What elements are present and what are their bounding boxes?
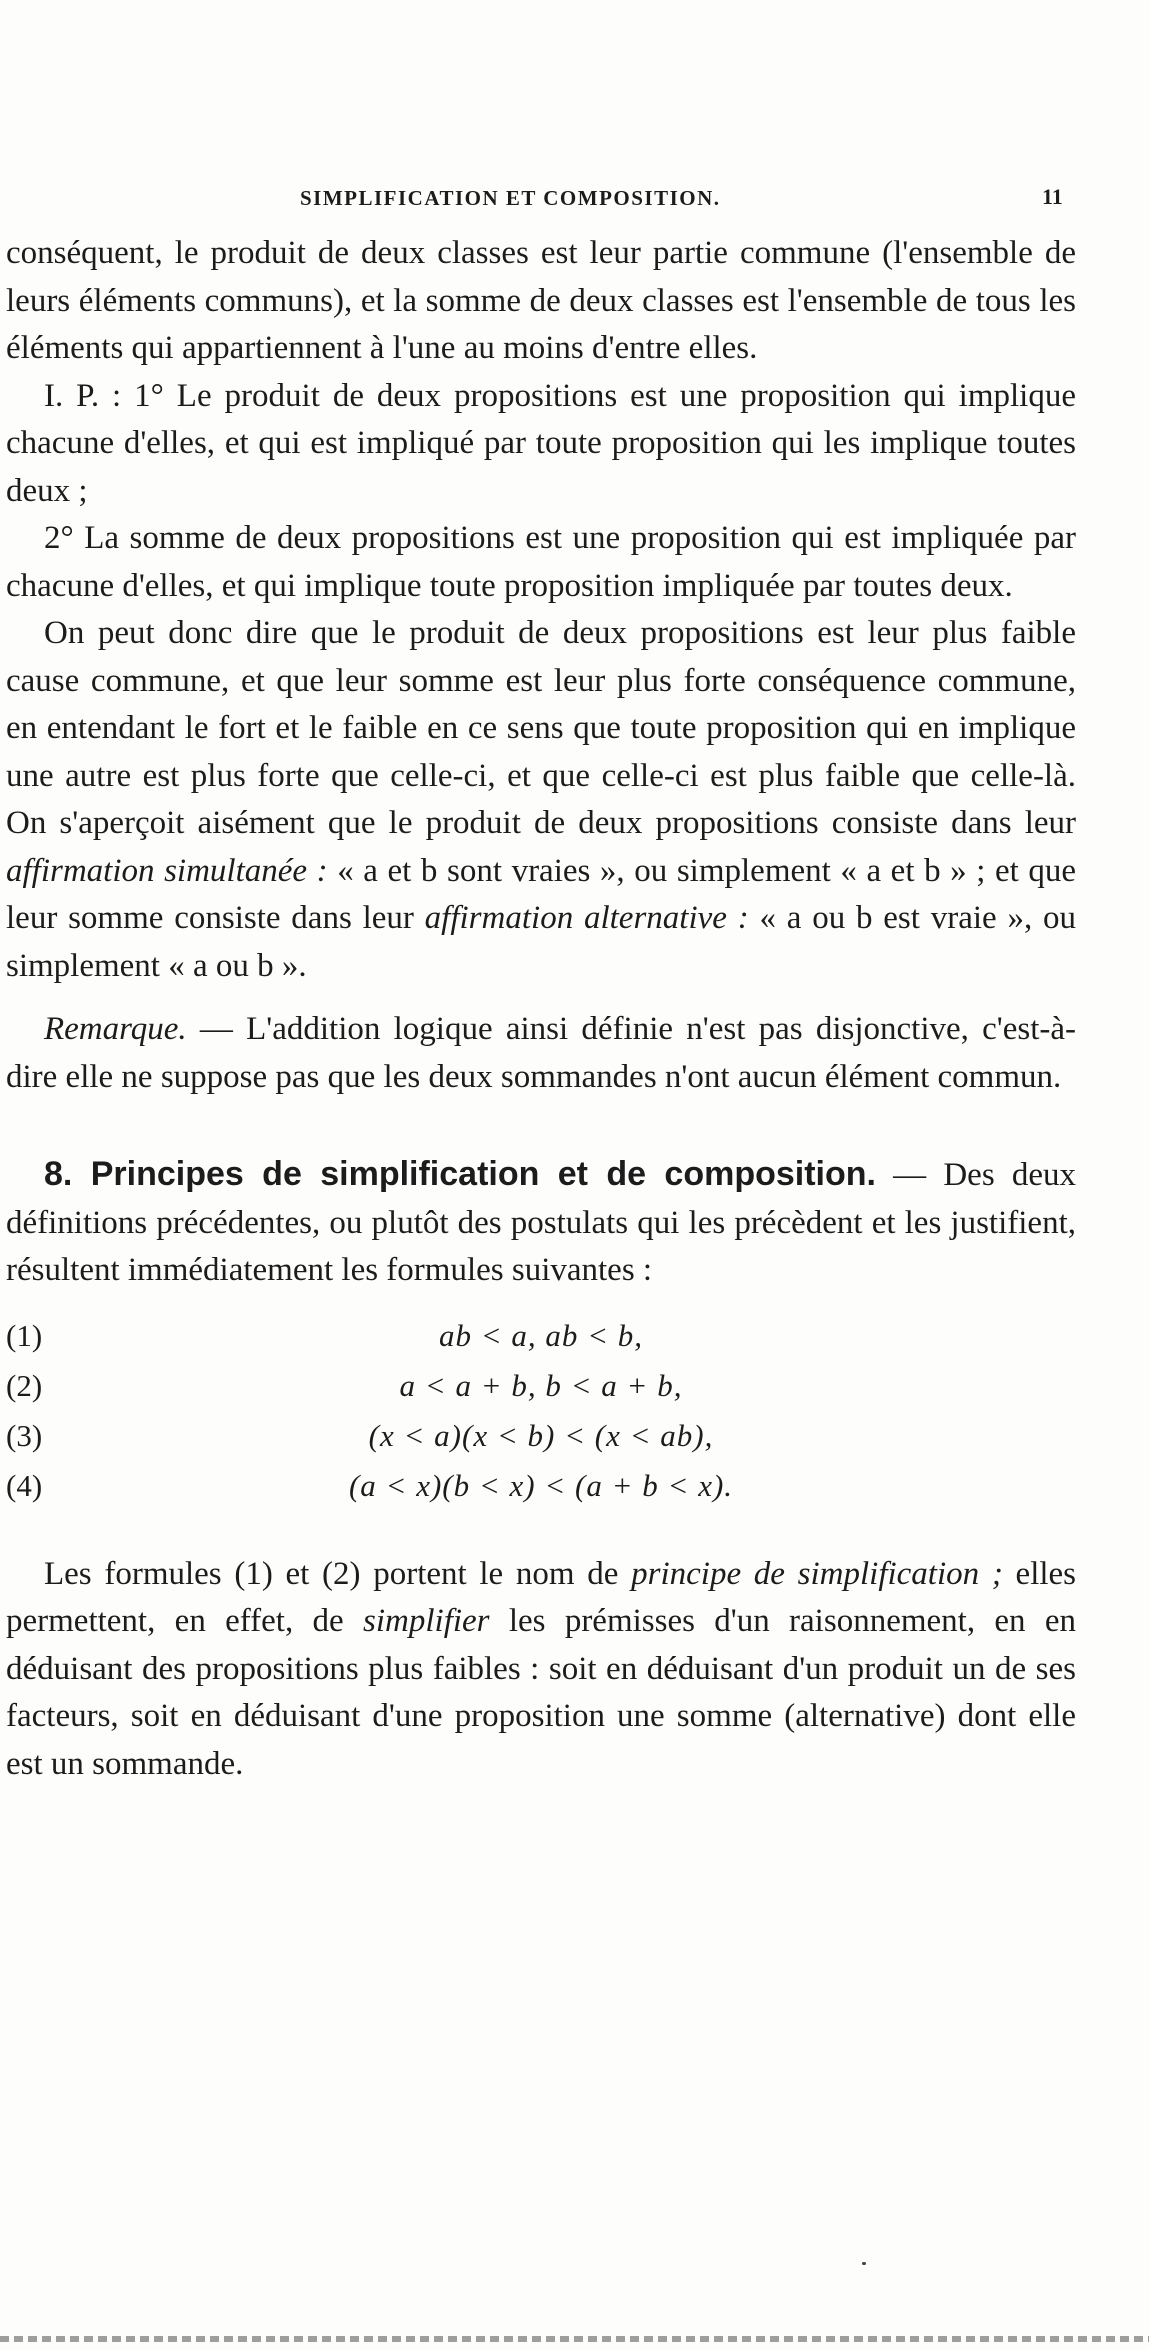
formula-list: [6, 1311, 1076, 1511]
paragraph-5-emphasis-2: simplifier: [363, 1603, 490, 1639]
paragraph-5-text-c: les prémisses d'un raisonnement, en en déduisant des propositions plus faibles : soit en déduisant d'un produit un de ses facteurs, soit en déduisant d'une proposition une somme (alternative) dont elle est un sommande.: [6, 1603, 1076, 1782]
formula-expression: a < a + b, b < a + b,: [399, 1367, 683, 1403]
formula-expression: (a < x)(b < x) < (a + b < x).: [348, 1467, 734, 1503]
section-8: [6, 1151, 1076, 1295]
formula-label: (3): [6, 1417, 43, 1453]
spacer: [6, 1101, 1076, 1151]
paragraph-4-text-c: « a ou b est vraie », ou simplement « a ou b ».: [6, 900, 1076, 984]
page-body: [6, 230, 1076, 1788]
spacer: [6, 990, 1076, 1006]
spacer: [6, 1511, 1076, 1551]
formula-label: (1): [6, 1317, 43, 1353]
page-number: 11: [1042, 184, 1063, 209]
paragraph-4-text-b: « a et b sont vraies », ou simplement « a et b » ; et que leur somme consiste dans leur: [6, 852, 1077, 936]
section-intro: — Des deux définitions précédentes, ou plutôt des postulats qui les précèdent et les justifient, résultent immédiatement les formules suivantes :: [6, 1157, 1076, 1288]
print-speck: [862, 2262, 866, 2265]
bottom-scan-edge: [0, 2336, 1149, 2342]
section-title: 8. Principes de simplification et de composition.: [44, 1155, 876, 1193]
paragraph-4-emphasis-1: affirmation simultanée :: [6, 852, 328, 889]
formula-label: (4): [6, 1467, 43, 1503]
formula-expression: ab < a, ab < b,: [438, 1317, 644, 1353]
remark-label: Remarque.: [44, 1011, 187, 1047]
paragraph-4-text-a: On peut donc dire que le produit de deux propositions est leur plus faible cause commune, et que leur somme est leur plus forte conséquence commune, en entendant le fort et le faible en ce sens que toute proposition qui en implique une autre est plus forte que celle-ci, et que celle-ci est plus faible que celle-là. On s'aperçoit aisément que le produit de deux propositions consiste dans leur: [6, 615, 1076, 841]
remark-text: — L'addition logique ainsi définie n'est pas disjonctive, c'est-à-dire elle ne suppose pas que les deux sommandes n'ont aucun élément commun.: [6, 1011, 1076, 1095]
running-head: [0, 186, 1149, 216]
paragraph-5-text-a: Les formules (1) et (2) portent le nom de: [44, 1555, 632, 1592]
formula-row: [6, 1311, 1076, 1361]
paragraph-4-emphasis-2: affirmation alternative :: [424, 900, 749, 936]
formula-row: [6, 1411, 1076, 1461]
paragraph-4: [6, 610, 1076, 990]
formula-expression: (x < a)(x < b) < (x < ab),: [368, 1417, 714, 1453]
spacer: [6, 1295, 1076, 1311]
paragraph-2: I. P. : 1° Le produit de deux propositions est une proposition qui implique chacune d'elles, et qui est impliqué par toute proposition qui les implique toutes deux ;: [6, 377, 1076, 509]
formula-row: [6, 1361, 1076, 1411]
paragraph-3: 2° La somme de deux propositions est une proposition qui est impliquée par chacune d'elles, et qui implique toute proposition impliquée par toutes deux.: [6, 520, 1076, 604]
paragraph-5-emphasis-1: principe de simplification ;: [631, 1555, 1003, 1592]
paragraph-5-text-b: elles permettent, en effet, de: [6, 1555, 1077, 1639]
formula-label: (2): [6, 1367, 43, 1403]
running-title: SIMPLIFICATION ET COMPOSITION.: [300, 186, 721, 210]
paragraph-1: conséquent, le produit de deux classes est leur partie commune (l'ensemble de leurs éléments communs), et la somme de deux classes est l'ensemble de tous les éléments qui appartiennent à l'une au moins d'entre elles.: [6, 235, 1076, 366]
paragraph-5: [6, 1551, 1076, 1789]
formula-row: [6, 1461, 1076, 1511]
remark: [6, 1006, 1076, 1101]
